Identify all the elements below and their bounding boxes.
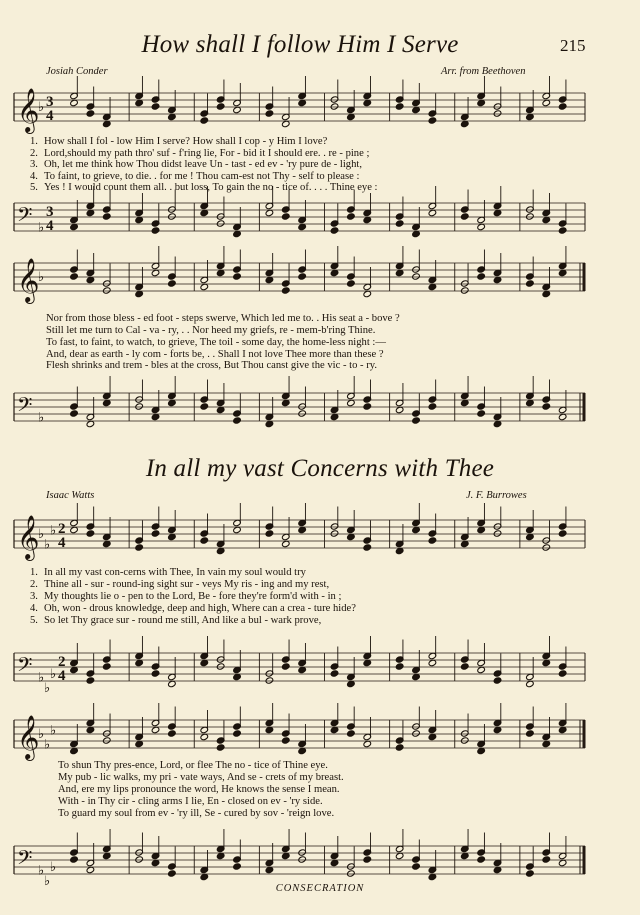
note-head: [347, 533, 356, 540]
flat-sign-icon: ♭: [44, 874, 51, 889]
hymn1-title: How shall I follow Him I Serve: [141, 31, 459, 58]
note-head: [216, 103, 225, 110]
verse-number: 4.: [30, 171, 38, 182]
note-head: [151, 103, 160, 110]
note-head: [168, 113, 177, 120]
hymn1-s1-bass-staff: [0, 195, 640, 245]
note-head: [493, 866, 502, 873]
note-head: [395, 744, 404, 751]
note-head: [347, 399, 356, 406]
note-head: [412, 863, 421, 870]
note-head: [428, 117, 437, 124]
lyric-line: My thoughts lie o - pen to the Lord, Be - fore they're form'd with - in ;: [44, 591, 342, 602]
note-head: [281, 120, 290, 127]
note-head: [493, 726, 502, 733]
note-head: [102, 540, 111, 547]
note-head: [298, 223, 307, 230]
note-head: [477, 526, 486, 533]
note-head: [526, 870, 535, 877]
note-head: [265, 209, 274, 216]
note-head: [135, 856, 144, 863]
note-head: [395, 547, 404, 554]
note-head: [412, 730, 421, 737]
flat-sign-icon: ♭: [44, 737, 51, 753]
flat-sign-icon: ♭: [50, 860, 57, 875]
note-head: [281, 540, 290, 547]
note-head: [70, 410, 79, 417]
note-head: [70, 856, 79, 863]
lyric-line: How shall I fol - low Him I serve? How shall I cop - y Him I love?: [44, 136, 328, 147]
note-head: [135, 99, 144, 106]
note-head: [265, 530, 274, 537]
note-head: [281, 663, 290, 670]
note-head: [428, 209, 437, 216]
treble-clef-icon: 𝄞: [17, 88, 40, 132]
note-head: [102, 663, 111, 670]
note-head: [233, 273, 242, 280]
note-head: [216, 406, 225, 413]
hymn1-s1-verse-1: [30, 137, 327, 148]
note-head: [395, 852, 404, 859]
lyric-line: Thine all - sur - round-ing sight sur - veys My ris - ing and my rest,: [44, 579, 330, 590]
note-head: [216, 269, 225, 276]
note-head: [526, 280, 535, 287]
hymn2-s2-bass-staff: [0, 838, 640, 888]
flat-sign-icon: ♭: [38, 270, 45, 285]
note-head: [395, 103, 404, 110]
note-head: [493, 530, 502, 537]
note-head: [477, 666, 486, 673]
note-head: [265, 420, 274, 427]
verse-number: 5.: [30, 615, 38, 626]
note-head: [526, 399, 535, 406]
treble-clef-icon: 𝄞: [17, 258, 40, 302]
note-head: [298, 99, 307, 106]
note-head: [135, 659, 144, 666]
hymn2-s2-verse-2: My pub - lic walks, my pri - vate ways, And se - crets of my breast.: [58, 772, 344, 783]
hymn1-s1-verse-2: [30, 149, 369, 160]
treble-clef-icon: 𝄞: [17, 515, 40, 559]
hymn2-title: In all my vast Concerns with Thee: [145, 455, 495, 482]
time-signature-top: 2: [58, 654, 66, 670]
note-head: [216, 663, 225, 670]
verse-number: 5.: [30, 182, 38, 193]
note-head: [347, 730, 356, 737]
note-head: [281, 852, 290, 859]
note-head: [151, 726, 160, 733]
flat-sign-icon: ♭: [38, 527, 45, 542]
note-head: [298, 856, 307, 863]
note-head: [363, 544, 372, 551]
note-head: [330, 227, 339, 234]
note-head: [298, 273, 307, 280]
hymn1-s2-treble-staff: [0, 255, 640, 305]
note-head: [233, 526, 242, 533]
hymn1-author: Josiah Conder: [46, 66, 108, 77]
note-head: [135, 290, 144, 297]
note-head: [233, 230, 242, 237]
hymn1-s2-verse-3: To fast, to faint, to watch, to grieve, The toil - some day, the home-less night :—: [46, 337, 386, 348]
lyric-line: So let Thy grace sur - round me still, And like a bul - wark prove,: [44, 615, 322, 626]
note-head: [298, 526, 307, 533]
note-head: [86, 866, 95, 873]
note-head: [70, 666, 79, 673]
note-head: [265, 726, 274, 733]
note-head: [493, 276, 502, 283]
lyric-line: Oh, won - drous knowledge, deep and high, Where can a crea - ture hide?: [44, 603, 356, 614]
note-head: [542, 659, 551, 666]
note-head: [151, 670, 160, 677]
note-head: [233, 106, 242, 113]
verse-number: 1.: [30, 136, 38, 147]
note-head: [412, 273, 421, 280]
note-head: [395, 269, 404, 276]
note-head: [233, 417, 242, 424]
hymn2-s1-verse-2: [30, 580, 329, 591]
hymn1-s2-verse-2: Still let me turn to Cal - va - ry, . . Nor heed my griefs, re - mem-b'ring Thine.: [46, 325, 376, 336]
note-head: [281, 737, 290, 744]
note-head: [216, 744, 225, 751]
flat-sign-icon: ♭: [50, 523, 57, 539]
flat-sign-icon: ♭: [38, 727, 45, 742]
flat-sign-icon: ♭: [38, 670, 45, 686]
hymn2-s1-verse-4: [30, 604, 356, 615]
note-head: [542, 290, 551, 297]
note-head: [135, 544, 144, 551]
flat-sign-icon: ♭: [38, 100, 45, 115]
note-head: [330, 413, 339, 420]
note-head: [151, 269, 160, 276]
note-head: [168, 730, 177, 737]
note-head: [558, 413, 567, 420]
bass-clef-icon: 𝄢: [17, 653, 33, 681]
note-head: [330, 269, 339, 276]
note-head: [460, 852, 469, 859]
section-footer: CONSECRATION: [275, 883, 365, 894]
hymn2-s1-verse-3: [30, 592, 341, 603]
note-head: [347, 680, 356, 687]
note-head: [102, 852, 111, 859]
note-head: [460, 663, 469, 670]
hymn1-s2-verse-1: Nor from those bless - ed foot - steps swerve, Which led me to. . His seat a - bove ?: [46, 313, 400, 324]
note-head: [460, 120, 469, 127]
hymn1-s1-verse-5: [30, 183, 378, 194]
note-head: [135, 740, 144, 747]
note-head: [412, 526, 421, 533]
note-head: [330, 670, 339, 677]
note-head: [168, 213, 177, 220]
note-head: [526, 113, 535, 120]
note-head: [200, 283, 209, 290]
note-head: [428, 403, 437, 410]
hymn1-s2-verse-5: Flesh shrinks and trem - bles at the cross, But Thou canst give the vic - to - ry.: [46, 360, 377, 371]
note-head: [395, 220, 404, 227]
note-head: [70, 747, 79, 754]
note-head: [330, 530, 339, 537]
verse-number: 4.: [30, 603, 38, 614]
note-head: [86, 276, 95, 283]
flat-sign-icon: ♭: [50, 723, 57, 739]
note-head: [558, 227, 567, 234]
note-head: [558, 103, 567, 110]
note-head: [558, 530, 567, 537]
note-head: [542, 403, 551, 410]
note-head: [298, 410, 307, 417]
note-head: [558, 269, 567, 276]
note-head: [477, 747, 486, 754]
note-head: [281, 213, 290, 220]
hymn1-s1-treble-staff: [0, 85, 640, 135]
note-head: [102, 120, 111, 127]
note-head: [477, 856, 486, 863]
note-head: [86, 726, 95, 733]
note-head: [542, 544, 551, 551]
note-head: [70, 526, 79, 533]
note-head: [330, 726, 339, 733]
note-head: [265, 866, 274, 873]
hymn2-s2-verse-5: To guard my soul from ev - 'ry ill, Se - cured by sov - 'reign love.: [58, 808, 335, 819]
note-head: [526, 680, 535, 687]
note-head: [428, 659, 437, 666]
note-head: [151, 227, 160, 234]
bass-clef-icon: 𝄢: [17, 203, 33, 231]
note-head: [526, 730, 535, 737]
flat-sign-icon: ♭: [38, 410, 45, 426]
note-head: [151, 859, 160, 866]
lyric-line: In all my vast con-cerns with Thee, In vain my soul would try: [44, 567, 306, 578]
note-head: [200, 733, 209, 740]
note-head: [86, 677, 95, 684]
note-head: [347, 870, 356, 877]
note-head: [102, 737, 111, 744]
note-head: [330, 103, 339, 110]
lyric-line: Yes ! I would count them all. . but loss, To gain the no - tice of. . . . Thine eye :: [44, 182, 378, 193]
note-head: [281, 399, 290, 406]
note-head: [428, 733, 437, 740]
note-head: [102, 213, 111, 220]
time-signature-bottom: 4: [58, 668, 66, 684]
verse-number: 2.: [30, 148, 38, 159]
time-signature-top: 3: [46, 94, 54, 110]
note-head: [70, 99, 79, 106]
lyric-line: Lord,should my path thro' suf - f'ring lie, For - bid it I should ere. . re - pine ;: [44, 148, 370, 159]
note-head: [412, 230, 421, 237]
note-head: [233, 863, 242, 870]
note-head: [363, 856, 372, 863]
hymn2-s2-verse-4: With - in Thy cir - cling arms I lie, En - closed on ev - 'ry side.: [58, 796, 323, 807]
note-head: [526, 213, 535, 220]
note-head: [477, 410, 486, 417]
note-head: [347, 213, 356, 220]
note-head: [542, 99, 551, 106]
note-head: [428, 873, 437, 880]
note-head: [86, 420, 95, 427]
hymn2-s1-verse-1: [30, 568, 306, 579]
note-head: [168, 680, 177, 687]
note-head: [558, 859, 567, 866]
note-head: [363, 290, 372, 297]
note-head: [216, 220, 225, 227]
note-head: [347, 280, 356, 287]
note-head: [460, 737, 469, 744]
verse-number: 3.: [30, 591, 38, 602]
time-signature-bottom: 4: [58, 535, 66, 551]
note-head: [135, 403, 144, 410]
note-head: [233, 730, 242, 737]
flat-sign-icon: ♭: [44, 681, 51, 696]
note-head: [200, 209, 209, 216]
hymn1-s2-verse-4: And, dear as earth - ly com - forts be, . . Shall I not love Thee more than these ?: [46, 349, 384, 360]
note-head: [151, 530, 160, 537]
hymn2-s1-treble-staff: [0, 512, 640, 562]
note-head: [168, 870, 177, 877]
verse-number: 2.: [30, 579, 38, 590]
hymn1-s1-verse-4: [30, 172, 359, 183]
time-signature-top: 2: [58, 521, 66, 537]
verse-number: 3.: [30, 159, 38, 170]
note-head: [102, 287, 111, 294]
note-head: [265, 677, 274, 684]
note-head: [412, 673, 421, 680]
note-head: [200, 873, 209, 880]
hymn2-s1-bass-staff: [0, 645, 640, 695]
note-head: [168, 533, 177, 540]
note-head: [86, 209, 95, 216]
note-head: [70, 273, 79, 280]
note-head: [395, 663, 404, 670]
note-head: [70, 223, 79, 230]
note-head: [460, 287, 469, 294]
note-head: [363, 659, 372, 666]
note-head: [363, 99, 372, 106]
note-head: [233, 673, 242, 680]
time-signature-bottom: 4: [46, 218, 54, 234]
note-head: [477, 223, 486, 230]
hymn1-arranger: Arr. from Beethoven: [441, 66, 526, 77]
note-head: [395, 406, 404, 413]
note-head: [216, 547, 225, 554]
note-head: [265, 276, 274, 283]
note-head: [493, 420, 502, 427]
flat-sign-icon: ♭: [44, 537, 51, 553]
note-head: [363, 403, 372, 410]
note-head: [281, 287, 290, 294]
lyric-line: Oh, let me think how Thou didst leave Un - tast - ed ev - 'ry pure de - light,: [44, 159, 362, 170]
note-head: [86, 110, 95, 117]
note-head: [428, 537, 437, 544]
note-head: [477, 273, 486, 280]
note-head: [526, 533, 535, 540]
hymn2-s2-treble-staff: [0, 712, 640, 762]
note-head: [200, 537, 209, 544]
hymn1-s2-bass-staff: [0, 385, 640, 435]
hymn2-author: Isaac Watts: [46, 490, 95, 501]
time-signature-top: 3: [46, 204, 54, 220]
flat-sign-icon: ♭: [38, 863, 45, 879]
lyric-line: To faint, to grieve, to die. . for me ! Thou cam-est not Thy - self to please :: [44, 171, 360, 182]
note-head: [135, 216, 144, 223]
note-head: [542, 856, 551, 863]
hymn2-s2-verse-3: And, ere my lips pronounce the word, He knows the sense I mean.: [58, 784, 340, 795]
note-head: [347, 113, 356, 120]
note-head: [151, 413, 160, 420]
note-head: [558, 670, 567, 677]
note-head: [200, 117, 209, 124]
time-signature-bottom: 4: [46, 108, 54, 124]
verse-number: 1.: [30, 567, 38, 578]
note-head: [298, 666, 307, 673]
note-head: [493, 110, 502, 117]
treble-clef-icon: 𝄞: [17, 715, 40, 759]
note-head: [493, 677, 502, 684]
note-head: [265, 110, 274, 117]
hymn2-composer: J. F. Burrowes: [466, 490, 527, 501]
note-head: [428, 283, 437, 290]
note-head: [460, 399, 469, 406]
bass-clef-icon: 𝄢: [17, 846, 33, 874]
note-head: [558, 726, 567, 733]
flat-sign-icon: ♭: [50, 667, 57, 682]
page-number: 215: [560, 36, 586, 55]
note-head: [493, 209, 502, 216]
note-head: [477, 99, 486, 106]
hymn2-s2-verse-1: To shun Thy pres-ence, Lord, or flee The no - tice of Thine eye.: [58, 760, 328, 771]
bass-clef-icon: 𝄢: [17, 393, 33, 421]
note-head: [200, 659, 209, 666]
hymn1-s1-verse-3: [30, 160, 362, 171]
note-head: [216, 852, 225, 859]
note-head: [363, 740, 372, 747]
hymn2-s1-verse-5: [30, 616, 321, 627]
note-head: [298, 747, 307, 754]
note-head: [86, 530, 95, 537]
flat-sign-icon: ♭: [38, 220, 45, 236]
note-head: [168, 399, 177, 406]
note-head: [363, 216, 372, 223]
note-head: [168, 280, 177, 287]
note-head: [460, 540, 469, 547]
note-head: [102, 399, 111, 406]
note-head: [412, 106, 421, 113]
note-head: [412, 417, 421, 424]
note-head: [542, 740, 551, 747]
note-head: [542, 216, 551, 223]
note-head: [200, 403, 209, 410]
note-head: [460, 213, 469, 220]
note-head: [330, 859, 339, 866]
